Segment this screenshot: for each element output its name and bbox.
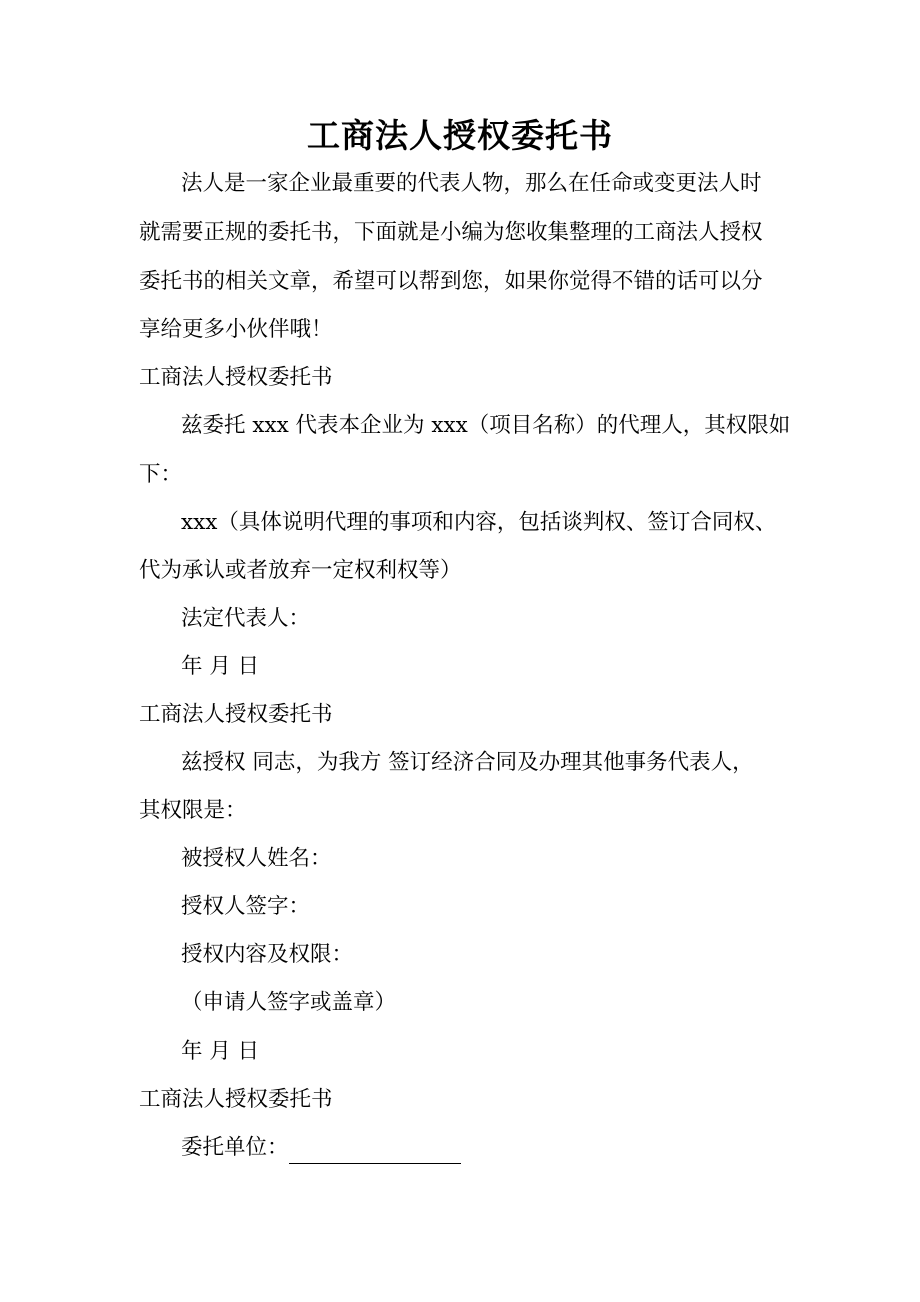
- section1-line-4: 代为承认或者放弃一定权利权等）: [139, 558, 462, 583]
- applicant-signature-note: （申请人签字或盖章）: [181, 990, 397, 1015]
- intro-line-3: 委托书的相关文章，希望可以帮到您，如果你觉得不错的话可以分: [139, 269, 763, 294]
- section2-line-2: 其权限是：: [139, 798, 247, 823]
- intro-line-4: 享给更多小伙伴哦！: [139, 317, 333, 342]
- section2-line-1: 兹授权 同志，为我方 签订经济合同及办理其他事务代表人，: [181, 750, 754, 775]
- section2-heading: 工商法人授权委托书: [139, 702, 333, 727]
- section1-line-1: 兹委托 xxx 代表本企业为 xxx（项目名称）的代理人，其权限如: [181, 413, 791, 438]
- section2-date-line: 年 月 日: [181, 1039, 260, 1064]
- authorization-scope-label: 授权内容及权限：: [181, 942, 354, 967]
- section1-heading: 工商法人授权委托书: [139, 365, 333, 390]
- authorized-person-name-label: 被授权人姓名：: [181, 846, 332, 871]
- entrusting-unit-blank: [289, 1139, 461, 1164]
- authorizer-signature-label: 授权人签字：: [181, 894, 311, 919]
- document-title: 工商法人授权委托书: [307, 116, 613, 155]
- entrusting-unit-row: [181, 1132, 461, 1164]
- section1-line-3: xxx（具体说明代理的事项和内容，包括谈判权、签订合同权、: [181, 510, 777, 535]
- section3-heading: 工商法人授权委托书: [139, 1087, 333, 1112]
- intro-line-1: 法人是一家企业最重要的代表人物，那么在任命或变更法人时: [181, 171, 762, 196]
- section1-line-2: 下：: [139, 462, 183, 487]
- legal-representative-label: 法定代表人：: [181, 606, 311, 631]
- entrusting-unit-label: 委托单位：: [181, 1135, 289, 1160]
- section1-date-line: 年 月 日: [181, 654, 260, 679]
- intro-line-2: 就需要正规的委托书，下面就是小编为您收集整理的工商法人授权: [139, 220, 763, 245]
